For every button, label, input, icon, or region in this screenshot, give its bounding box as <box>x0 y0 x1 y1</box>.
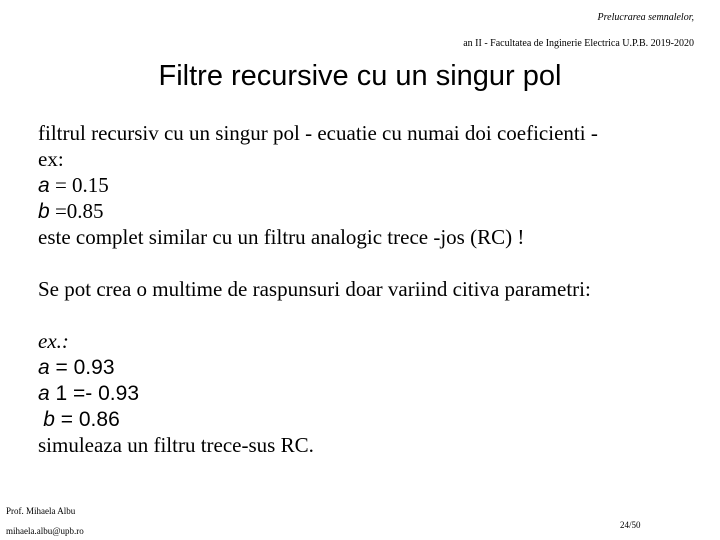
highpass-line: simuleaza un filtru trece-sus RC. <box>38 433 314 457</box>
coef-a0-value: = 0.93 <box>49 356 115 379</box>
coef-b-symbol: b <box>38 200 50 223</box>
coef-a1-symbol: a <box>38 382 50 405</box>
coef-b1-symbol: b <box>43 408 55 431</box>
footer-email: mihaela.albu@upb.ro <box>6 526 84 536</box>
spacer <box>38 250 598 276</box>
coef-a-value: = 0.15 <box>49 173 109 197</box>
slide-title: Filtre recursive cu un singur pol <box>158 60 562 92</box>
coef-a-line <box>38 172 598 198</box>
responses-line: Se pot crea o multime de raspunsuri doar variind citiva parametri: <box>38 277 591 301</box>
footer-author: Prof. Mihaela Albu <box>6 506 76 516</box>
intro-line: filtrul recursiv cu un singur pol - ecuatie cu numai doi coeficienti - <box>38 121 598 145</box>
course-header: Prelucrarea semnalelor, <box>597 12 694 23</box>
example-label: ex: <box>38 147 64 171</box>
page-number: 24/50 <box>620 520 641 530</box>
coef-b1-value: = 0.86 <box>54 408 120 431</box>
similarity-line: este complet similar cu un filtru analogic trece -jos (RC) ! <box>38 225 525 249</box>
coef-a1-value: 1 =- 0.93 <box>49 382 139 405</box>
coef-a0-line <box>38 354 598 380</box>
coef-a-symbol: a <box>38 174 50 197</box>
coef-a1-line <box>38 380 598 406</box>
slide-body <box>38 120 598 458</box>
example-label-2: ex.: <box>38 329 69 353</box>
coef-b1-line <box>38 406 598 432</box>
affiliation-header: an II - Facultatea de Inginerie Electrica U.P.B. 2019-2020 <box>463 38 694 49</box>
spacer <box>38 302 598 328</box>
coef-b-value: =0.85 <box>49 199 104 223</box>
coef-a0-symbol: a <box>38 356 50 379</box>
coef-b-line <box>38 198 598 224</box>
